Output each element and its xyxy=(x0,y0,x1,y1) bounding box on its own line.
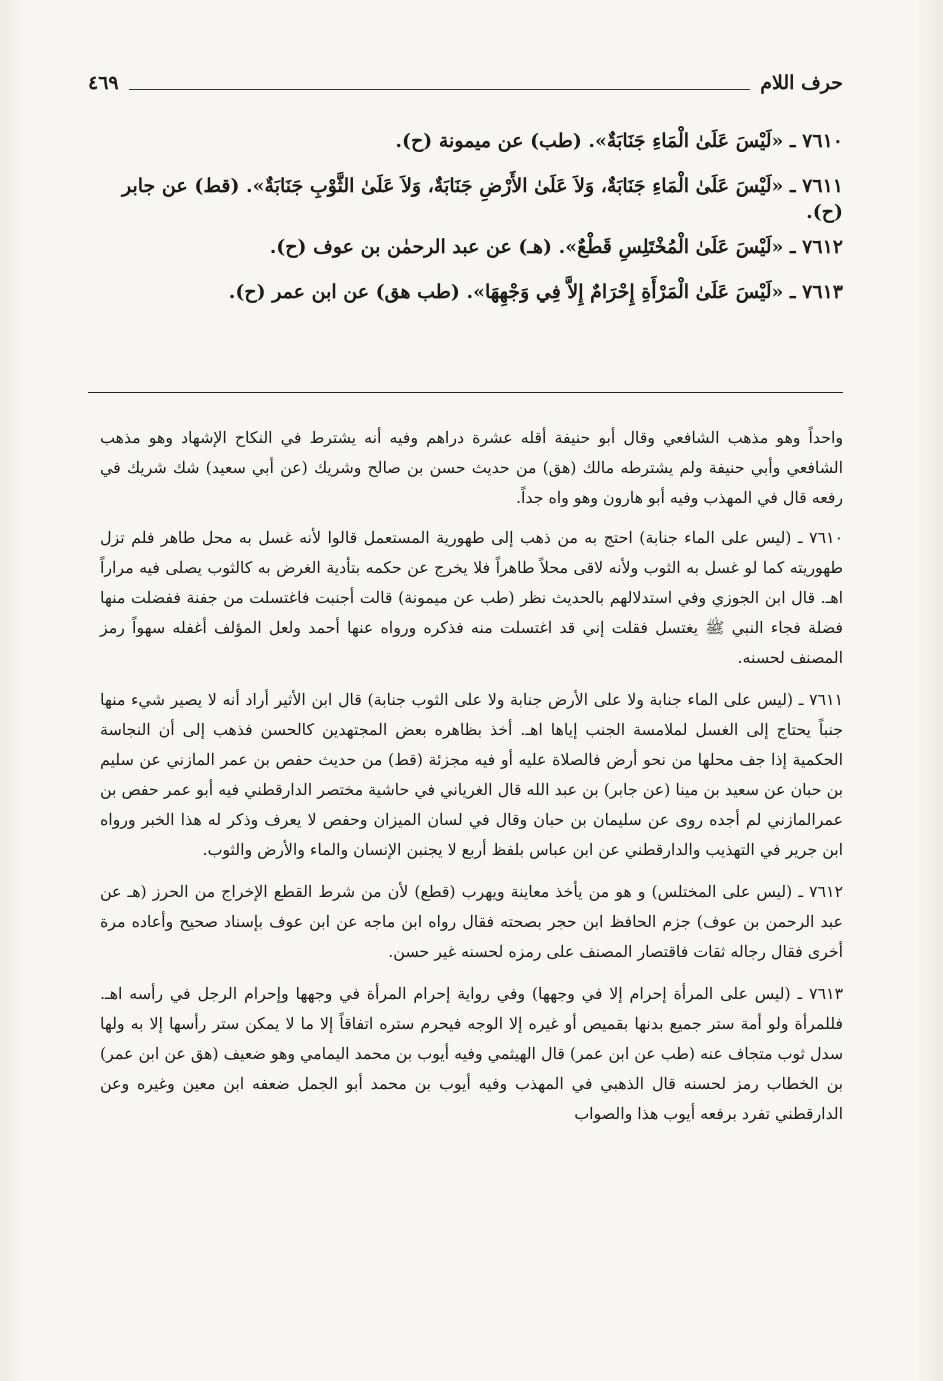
commentary-section xyxy=(100,423,843,1141)
chapter-title: حرف اللام xyxy=(760,72,843,94)
hadith-7610: ٧٦١٠ ـ «لَيْسَ عَلَىٰ الْمَاءِ جَنَابَةٌ». (طب) عن ميمونة (ح). xyxy=(395,130,843,152)
commentary-7610: ٧٦١٠ ـ (ليس على الماء جنابة) احتج به من ذهب إلى طهورية المستعمل قالوا لأنه غسل به محل طاهر فلم تزل طهوريته كما لو غسل به الثوب ولأنه لاقى محلاً طاهراً فلا يخرج عن حكمه بتأدية الغرض به كالثوب يصلى فيه مراراً اهـ. قال ابن الجوزي وفي استدلالهم بالحديث نظر (طب عن ميمونة) قالت أجنبت فاغتسلت من جفنة ففضلت منها فضلة فجاء النبي ﷺ يغتسل فقلت إني قد اغتسلت منه فذكره ورواه عنها أحمد ولعل المؤلف أغفله سهواً رمز المصنف لحسنه. xyxy=(100,528,843,667)
header-rule xyxy=(129,77,751,90)
hadith-list xyxy=(100,128,843,324)
commentary-7612: ٧٦١٢ ـ (ليس على المختلس) و هو من يأخذ معاينة ويهرب (قطع) لأن من شرط القطع الإخراج من الحرز (هـ عن عبد الرحمن بن عوف) جزم الحافظ ابن حجر بصحته فقال رواه ابن ماجه عن ابن عوف بإسناد صحيح وأعاده مرة أخرى فقال رجاله ثقات فاقتصار المصنف على رمزه لحسنه غير حسن. xyxy=(100,882,843,961)
hadith-7612: ٧٦١٢ ـ «لَيْسَ عَلَىٰ الْمُخْتَلِسِ قَطْعٌ». (هـ) عن عبد الرحمٰن بن عوف (ح). xyxy=(269,236,843,258)
commentary-continuation: واحداً وهو مذهب الشافعي وقال أبو حنيفة أقله عشرة دراهم وفيه أنه يشترط في النكاح الإشهاد وهو مذهب الشافعي وأبي حنيفة ولم يشترطه مالك (هق) من حديث حسن بن صالح وشريك (عن أبي سعيد) شك شريك في رفعه قال في المهذب وفيه أبو هارون وهو واه جداً. xyxy=(100,428,843,507)
footnote-divider xyxy=(88,392,843,393)
commentary-7611: ٧٦١١ ـ (ليس على الماء جنابة ولا على الأرض جنابة ولا على الثوب جنابة) قال ابن الأثير أراد أنه لا يصير شيء منها جنباً يحتاج إلى الغسل لملامسة الجنب إياها اهـ. أخذ بظاهره بعض المجتهدين كالحسن فذهب إلى أن النجاسة الحكمية إذا جف محلها من نحو أرض فالصلاة عليه أو فيه مجزئة (قط) من حديث حفص بن عمر المازني عن سليم بن حبان عن سعيد بن مينا (عن جابر) بن عبد الله قال الغرياني في حاشية مختصر الدارقطني فيه أبو عمر حفص بن عمرالمازني لم أجده روى عن سليمان بن حبان وقال في لسان الميزان وحفص لا يعرف وذكر له هذا الخبر ورواه ابن جرير في التهذيب والدارقطني عن ابن عباس بلفظ أربع لا يجنبن الإنسان والماء والأرض والثوب. xyxy=(100,690,843,859)
page-header xyxy=(88,66,843,100)
hadith-7611: ٧٦١١ ـ «لَيْسَ عَلَىٰ الْمَاءِ جَنَابَةٌ، وَلاَ عَلَىٰ الأَرْضِ جَنَابَةٌ، وَلاَ عَلَىٰ الثَّوْبِ جَنَابَةٌ». (قط) عن جابر (ح). xyxy=(122,175,843,223)
commentary-7613: ٧٦١٣ ـ (ليس على المرأة إحرام إلا في وجهها) وفي رواية إحرام المرأة في وجهها وإحرام الرجل في رأسه اهـ. فللمرأة ولو أمة ستر جميع بدنها بقميص أو غيره إلا الوجه فيحرم ستره اتفاقاً إلا ما لا يمكن ستر رأسها إلا به ولها سدل ثوب متجاف عنه (طب عن ابن عمر) قال الهيثمي وفيه أيوب بن محمد اليمامي وهو ضعيف (هق عن ابن عمر) بن الخطاب رمز لحسنه قال الذهبي في المهذب وفيه أيوب بن محمد أبو الجمل ضعفه ابن معين وغيره وعن الدارقطني تفرد برفعه أيوب هذا والصواب xyxy=(100,984,843,1123)
page-number: ٤٦٩ xyxy=(88,72,119,94)
hadith-7613: ٧٦١٣ ـ «لَيْسَ عَلَىٰ الْمَرْأَةِ إِحْرَامٌ إِلاَّ فِي وَجْهِهَا». (طب هق) عن ابن عمر (ح). xyxy=(228,281,843,303)
